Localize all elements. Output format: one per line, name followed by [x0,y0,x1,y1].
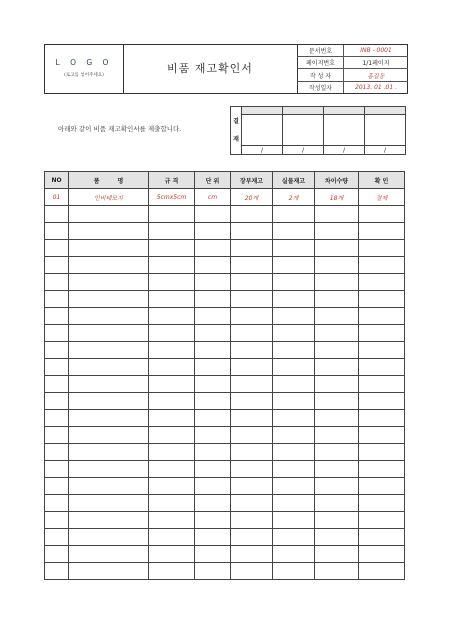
meta-value[interactable]: 2013. 01 .01 . [344,81,409,93]
table-cell[interactable] [231,274,273,291]
table-row [45,257,405,274]
table-cell[interactable] [69,376,149,393]
table-cell[interactable] [359,495,405,512]
table-cell[interactable] [69,529,149,546]
table-cell[interactable] [359,308,405,325]
table-cell[interactable] [359,342,405,359]
approval-sign-cell[interactable] [324,115,365,146]
table-cell[interactable] [69,257,149,274]
table-cell[interactable] [231,359,273,376]
table-cell[interactable] [149,342,195,359]
table-cell[interactable] [315,393,359,410]
table-cell[interactable] [149,529,195,546]
table-cell[interactable] [69,512,149,529]
table-cell[interactable] [273,342,315,359]
table-cell[interactable] [149,495,195,512]
table-cell[interactable] [195,529,231,546]
table-cell[interactable] [149,274,195,291]
table-cell[interactable] [69,495,149,512]
column-header: NO [45,172,69,189]
table-cell[interactable] [45,563,69,580]
table-cell[interactable]: 2개 [273,189,315,206]
table-cell[interactable] [45,427,69,444]
table-cell[interactable] [359,546,405,563]
table-cell[interactable] [69,461,149,478]
table-cell[interactable] [273,410,315,427]
table-row [45,495,405,512]
table-cell[interactable] [315,444,359,461]
table-cell[interactable] [69,308,149,325]
table-cell[interactable] [149,512,195,529]
column-header: 장부재고 [231,172,273,189]
inventory-table [44,171,405,580]
approval-sign-cell[interactable] [242,115,283,146]
table-cell[interactable] [195,393,231,410]
table-cell[interactable] [149,257,195,274]
table-cell[interactable] [231,427,273,444]
table-cell[interactable] [273,495,315,512]
table-cell[interactable] [315,257,359,274]
table-cell[interactable] [273,257,315,274]
table-cell[interactable] [231,342,273,359]
approval-date-cell[interactable]: / [242,146,283,155]
table-row [45,410,405,427]
table-cell[interactable] [195,240,231,257]
document-title: 비품 재고확인서 [167,62,253,75]
logo-area [45,45,124,93]
table-cell[interactable] [359,563,405,580]
table-cell[interactable] [359,376,405,393]
table-cell[interactable] [45,223,69,240]
table-row [45,461,405,478]
table-header-row [45,172,405,189]
table-row [45,189,405,206]
table-cell[interactable] [149,206,195,223]
table-row [45,512,405,529]
table-cell[interactable] [45,325,69,342]
approval-box [230,106,406,155]
table-cell[interactable] [149,563,195,580]
table-cell[interactable] [45,512,69,529]
table-cell[interactable] [69,444,149,461]
table-cell[interactable] [149,376,195,393]
approval-date-cell[interactable]: / [324,146,365,155]
table-cell[interactable] [273,393,315,410]
meta-label: 문서번호 [298,45,344,57]
table-cell[interactable] [45,359,69,376]
table-cell[interactable] [149,291,195,308]
table-cell[interactable] [273,478,315,495]
table-row [45,444,405,461]
table-cell[interactable] [273,529,315,546]
table-cell[interactable] [315,206,359,223]
table-cell[interactable] [359,274,405,291]
table-cell[interactable] [149,308,195,325]
table-cell[interactable]: 20개 [231,189,273,206]
table-cell[interactable] [45,240,69,257]
approval-label: 결 재 [231,107,242,155]
table-row [45,563,405,580]
table-cell[interactable] [149,223,195,240]
table-row [45,359,405,376]
table-row [45,291,405,308]
table-cell[interactable] [315,546,359,563]
table-cell[interactable] [315,308,359,325]
column-header: 차이수량 [315,172,359,189]
table-cell[interactable] [149,546,195,563]
table-cell[interactable] [195,223,231,240]
table-cell[interactable] [149,240,195,257]
table-row [45,529,405,546]
meta-row [298,69,409,81]
meta-label: 작성일자 [298,81,344,93]
table-cell[interactable] [273,359,315,376]
column-header: 규 격 [149,172,195,189]
table-row [45,274,405,291]
table-cell[interactable] [195,427,231,444]
table-cell[interactable] [45,206,69,223]
table-cell[interactable] [359,291,405,308]
table-cell[interactable] [359,393,405,410]
table-cell[interactable] [231,529,273,546]
table-cell[interactable] [315,223,359,240]
table-cell[interactable] [359,223,405,240]
table-cell[interactable] [45,444,69,461]
column-header: 단 위 [195,172,231,189]
table-cell[interactable] [231,495,273,512]
table-cell[interactable]: cm [195,189,231,206]
table-cell[interactable] [69,206,149,223]
table-cell[interactable] [315,359,359,376]
table-cell[interactable] [273,444,315,461]
table-cell[interactable] [315,410,359,427]
table-row [45,240,405,257]
table-cell[interactable]: 결재 [359,189,405,206]
table-cell[interactable] [315,240,359,257]
logo-caption: (로고를 넣어주세요) [64,73,104,78]
approval-head-cell[interactable] [324,107,365,115]
table-cell[interactable] [69,478,149,495]
approval-date-cell[interactable]: / [365,146,406,155]
table-cell[interactable] [45,308,69,325]
table-cell[interactable] [231,478,273,495]
table-cell[interactable] [359,444,405,461]
meta-row [298,45,409,57]
table-cell[interactable] [231,444,273,461]
table-cell[interactable] [195,359,231,376]
table-cell[interactable] [231,376,273,393]
table-cell[interactable] [195,478,231,495]
table-cell[interactable] [45,257,69,274]
table-cell[interactable] [195,410,231,427]
table-cell[interactable] [149,427,195,444]
approval-sign-cell[interactable] [283,115,324,146]
table-cell[interactable] [195,206,231,223]
table-cell[interactable]: 5cmx5cm [149,189,195,206]
table-cell[interactable] [69,240,149,257]
table-cell[interactable] [195,563,231,580]
intro-text: 아래와 같이 비품 재고확인서를 제출합니다. [58,125,182,133]
table-cell[interactable] [69,291,149,308]
meta-row [298,81,409,93]
table-cell[interactable] [231,512,273,529]
table-cell[interactable] [69,342,149,359]
approval-head-cell[interactable] [242,107,283,115]
table-cell[interactable] [45,478,69,495]
table-cell[interactable] [69,325,149,342]
table-cell[interactable] [149,359,195,376]
table-row [45,223,405,240]
column-header: 품 명 [69,172,149,189]
table-cell[interactable] [231,325,273,342]
table-cell[interactable] [315,563,359,580]
table-cell[interactable] [231,240,273,257]
table-cell[interactable] [69,427,149,444]
table-cell[interactable] [359,512,405,529]
table-row [45,342,405,359]
table-cell[interactable] [315,495,359,512]
column-header: 실물재고 [273,172,315,189]
table-cell[interactable] [273,376,315,393]
table-cell[interactable] [69,563,149,580]
document-header [44,44,408,94]
table-cell[interactable] [273,325,315,342]
table-cell[interactable] [45,274,69,291]
table-cell[interactable] [273,274,315,291]
table-cell[interactable] [231,461,273,478]
table-cell[interactable] [273,461,315,478]
table-cell[interactable] [231,563,273,580]
document-meta-table [297,45,408,93]
table-cell[interactable] [45,342,69,359]
table-cell[interactable] [69,393,149,410]
table-cell[interactable] [231,257,273,274]
meta-label: 페이지번호 [298,57,344,69]
table-cell[interactable] [315,427,359,444]
table-cell[interactable] [315,274,359,291]
table-cell[interactable] [359,529,405,546]
table-cell[interactable] [315,376,359,393]
meta-value[interactable]: 홍길동 [344,69,409,81]
table-cell[interactable] [273,206,315,223]
table-cell[interactable] [45,529,69,546]
table-cell[interactable] [149,393,195,410]
table-cell[interactable] [273,240,315,257]
table-cell[interactable] [45,461,69,478]
table-row [45,393,405,410]
table-cell[interactable] [315,461,359,478]
table-cell[interactable] [149,461,195,478]
table-cell[interactable] [231,308,273,325]
table-cell[interactable] [45,291,69,308]
table-cell[interactable] [69,410,149,427]
table-row [45,478,405,495]
table-cell[interactable] [315,512,359,529]
meta-value[interactable]: INB - 0001 [344,45,409,57]
table-cell[interactable] [359,240,405,257]
table-cell[interactable] [195,546,231,563]
table-cell[interactable] [359,478,405,495]
table-cell[interactable] [359,325,405,342]
table-row [45,308,405,325]
table-cell[interactable] [359,206,405,223]
table-cell[interactable] [315,529,359,546]
table-cell[interactable] [195,376,231,393]
table-cell[interactable] [149,478,195,495]
table-cell[interactable] [195,342,231,359]
table-cell[interactable] [273,223,315,240]
table-row [45,376,405,393]
table-cell[interactable] [273,512,315,529]
meta-value[interactable]: 1/1페이지 [344,57,409,69]
column-header: 확 인 [359,172,405,189]
table-cell[interactable] [315,325,359,342]
approval-head-cell[interactable] [365,107,406,115]
table-cell[interactable] [195,495,231,512]
table-cell[interactable] [69,223,149,240]
table-cell[interactable] [231,223,273,240]
table-cell[interactable] [315,291,359,308]
table-cell[interactable] [273,308,315,325]
table-cell[interactable] [315,478,359,495]
table-cell[interactable] [45,495,69,512]
table-cell[interactable] [231,206,273,223]
meta-label: 작 성 자 [298,69,344,81]
table-cell[interactable] [149,325,195,342]
table-cell[interactable] [231,410,273,427]
table-cell[interactable]: 18개 [315,189,359,206]
table-cell[interactable] [359,461,405,478]
table-cell[interactable]: 01 [45,189,69,206]
table-cell[interactable] [195,291,231,308]
table-cell[interactable] [231,291,273,308]
table-cell[interactable] [45,546,69,563]
table-cell[interactable] [195,512,231,529]
table-row [45,427,405,444]
table-cell[interactable] [195,461,231,478]
table-row [45,325,405,342]
table-cell[interactable] [273,563,315,580]
table-cell[interactable] [149,410,195,427]
approval-sign-cell[interactable] [365,115,406,146]
table-cell[interactable] [231,546,273,563]
table-cell[interactable] [149,444,195,461]
logo: L O G O [55,58,113,67]
approval-date-cell[interactable]: / [283,146,324,155]
table-cell[interactable] [195,325,231,342]
table-cell[interactable] [359,257,405,274]
table-cell[interactable] [195,444,231,461]
table-cell[interactable] [69,359,149,376]
approval-head-cell[interactable] [283,107,324,115]
table-cell[interactable] [273,427,315,444]
table-cell[interactable] [195,257,231,274]
table-cell[interactable] [195,274,231,291]
meta-row [298,57,409,69]
table-cell[interactable] [315,342,359,359]
table-cell[interactable] [273,291,315,308]
table-cell[interactable] [231,393,273,410]
table-cell[interactable] [359,427,405,444]
table-cell[interactable] [45,376,69,393]
table-cell[interactable] [195,308,231,325]
table-cell[interactable]: 인비테모지 [69,189,149,206]
table-cell[interactable] [69,274,149,291]
table-cell[interactable] [273,546,315,563]
table-cell[interactable] [45,393,69,410]
table-row [45,546,405,563]
table-cell[interactable] [359,410,405,427]
table-cell[interactable] [45,410,69,427]
table-row [45,206,405,223]
table-cell[interactable] [69,546,149,563]
table-cell[interactable] [359,359,405,376]
